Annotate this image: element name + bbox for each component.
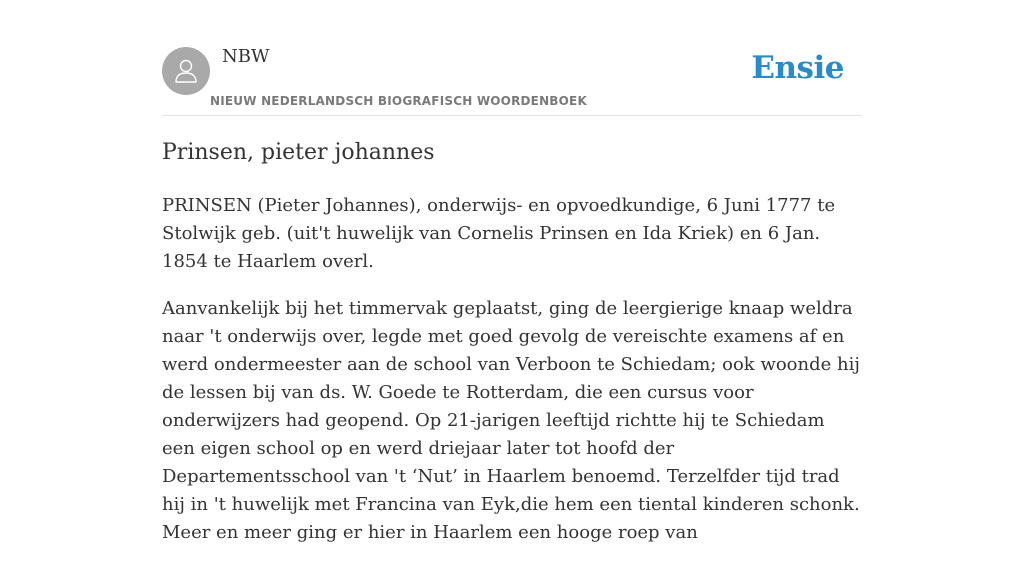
article-paragraph: PRINSEN (Pieter Johannes), onderwijs- en opvoedkundige, 6 Juni 1777 te Stolwijk geb. (uit't huwelijk van Cornelis Prinsen en Ida Kriek) en 6 Jan. 1854 te Haarlem overl. <box>162 195 836 272</box>
source-short-name[interactable]: NBW <box>222 46 270 67</box>
source-full-name: NIEUW NEDERLANDSCH BIOGRAFISCH WOORDENBOEK <box>210 94 587 108</box>
avatar[interactable] <box>162 47 210 95</box>
article-title: Prinsen, pieter johannes <box>162 140 435 165</box>
article-paragraph: Aanvankelijk bij het timmervak geplaatst, ging de leergierige knaap weldra naar 't onderwijs over, legde met goed gevolg de vereischte examens af en werd ondermeester aan de school van Verboon te Schiedam; ook woonde hij de lessen bij van ds. W. Goede te Rotterdam, die een cursus voor onderwijzers had geopend. Op 21-jarigen leeftijd richtte hij te Schiedam een eigen school op en werd driejaar later tot hoofd der Departementsschool van 't ‘Nut’ in Haarlem benoemd. Terzelfder tijd trad hij in 't huwelijk met Francina van Eyk,die hem een tiental kinderen schonk. Meer en meer ging er hier in Haarlem een hooge roep van <box>162 298 860 543</box>
user-icon <box>171 56 201 86</box>
header-divider <box>162 115 862 116</box>
page <box>162 0 862 543</box>
article-body <box>162 192 862 566</box>
ensie-logo[interactable]: Ensie <box>751 50 844 86</box>
